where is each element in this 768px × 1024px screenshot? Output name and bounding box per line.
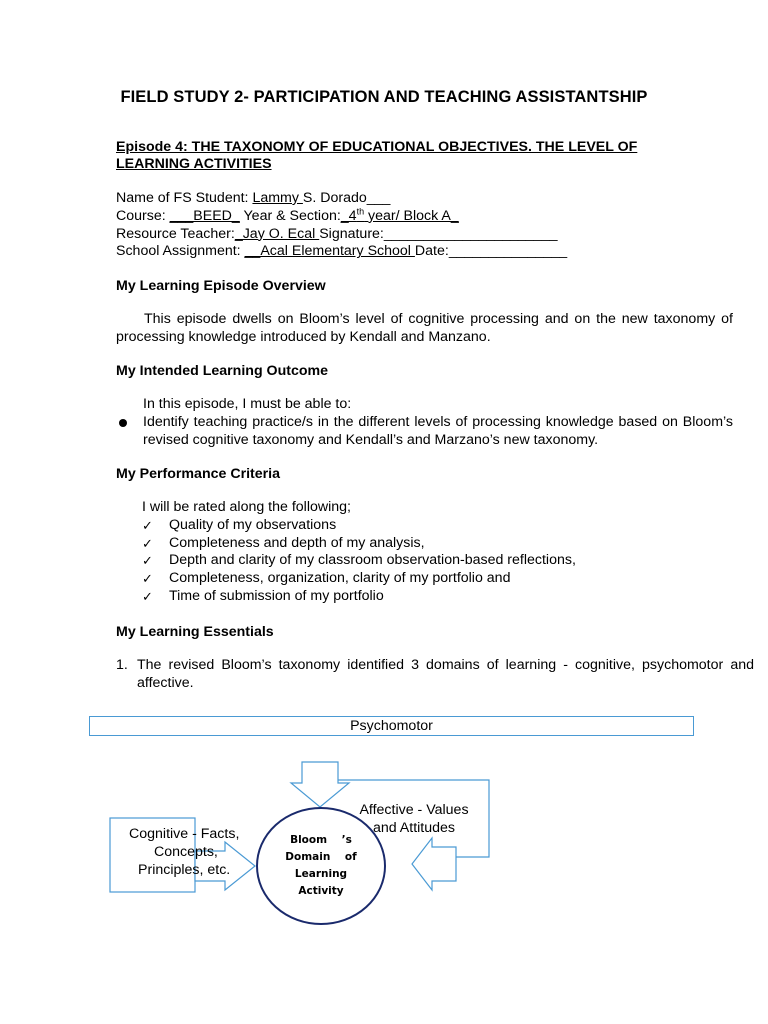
- essentials-heading: My Learning Essentials: [116, 624, 274, 640]
- student-name-value: Lammy: [252, 190, 303, 206]
- signature-label: Signature:: [319, 225, 384, 242]
- check-icon: ✓: [142, 535, 153, 551]
- overview-text: This episode dwells on Bloom’s level of cognitive processing and on the new taxonomy of processing knowledge introduced by Kendall and Manzano.: [116, 311, 733, 345]
- essentials-number: 1.: [116, 657, 128, 673]
- criteria-item-text: Completeness, organization, clarity of my portfolio and: [169, 570, 511, 587]
- cognitive-label: [119, 825, 259, 879]
- date-blank: _______________: [448, 243, 568, 260]
- student-name-label: Name of FS Student:: [116, 190, 253, 206]
- center-line-3: Learning: [294, 868, 348, 880]
- school-label: School Assignment:: [116, 243, 245, 260]
- outcome-bullet-text: Identify teaching practice/s in the different levels of processing knowledge based on Bloom’s revised cognitive taxonomy and Kendall’s and Marzano’s new taxonomy.: [143, 413, 733, 448]
- episode-line-2: LEARNING ACTIVITIES: [116, 156, 272, 172]
- criteria-heading: My Performance Criteria: [116, 466, 281, 482]
- outcome-intro: In this episode, I must be able to:: [143, 396, 352, 412]
- criteria-item-text: Quality of my observations: [169, 516, 337, 533]
- cognitive-line-1: Cognitive - Facts,: [129, 826, 240, 842]
- bloom-center-label: [272, 832, 370, 900]
- center-line-4: Activity: [298, 885, 344, 897]
- check-icon: ✓: [142, 553, 153, 569]
- teacher-value: _Jay O. Ecal: [234, 225, 320, 242]
- year-value-a: _4: [340, 207, 357, 224]
- episode-line-1: Episode 4: THE TAXONOMY OF EDUCATIONAL OBJECTIVES. THE LEVEL OF: [116, 139, 638, 155]
- school-value: __Acal Elementary School: [244, 243, 415, 260]
- criteria-item-text: Depth and clarity of my classroom observation-based reflections,: [169, 552, 576, 569]
- overview-heading: My Learning Episode Overview: [116, 278, 326, 294]
- affective-line-2: and Attitudes: [372, 820, 456, 836]
- essentials-text: The revised Bloom’s taxonomy identified 3 domains of learning - cognitive, psychomotor and affective.: [137, 657, 754, 691]
- down-arrow-icon: [291, 762, 349, 807]
- signature-blank: ______________________: [383, 225, 558, 242]
- cognitive-line-2: Concepts,: [154, 844, 218, 860]
- course-label: Course:: [116, 207, 170, 224]
- affective-line-1: Affective - Values: [359, 802, 469, 818]
- cognitive-line-3: Principles, etc.: [138, 862, 231, 878]
- psychomotor-box: Psychomotor: [89, 716, 694, 736]
- year-section-label: Year & Section:: [239, 207, 341, 224]
- outcome-heading: My Intended Learning Outcome: [116, 363, 329, 379]
- check-icon: ✓: [142, 571, 153, 587]
- check-icon: ✓: [142, 588, 153, 604]
- center-line-2: Domain of: [285, 851, 357, 863]
- date-label: Date:: [414, 243, 449, 260]
- criteria-item-text: Time of submission of my portfolio: [169, 587, 384, 604]
- teacher-label: Resource Teacher:: [116, 225, 235, 242]
- criteria-item-text: Completeness and depth of my analysis,: [169, 534, 425, 551]
- page-title: FIELD STUDY 2- PARTICIPATION AND TEACHING ASSISTANTSHIP: [120, 88, 648, 106]
- check-icon: ✓: [142, 517, 153, 533]
- year-value-b: year/ Block A_: [364, 207, 459, 224]
- course-value: ___BEED_: [169, 207, 240, 224]
- left-arrow-icon: [412, 838, 456, 890]
- center-line-1: Bloom ’s: [290, 834, 352, 846]
- year-sup: th: [356, 206, 365, 217]
- criteria-intro: I will be rated along the following;: [142, 499, 351, 515]
- student-name-rest: S. Dorado___: [302, 190, 391, 206]
